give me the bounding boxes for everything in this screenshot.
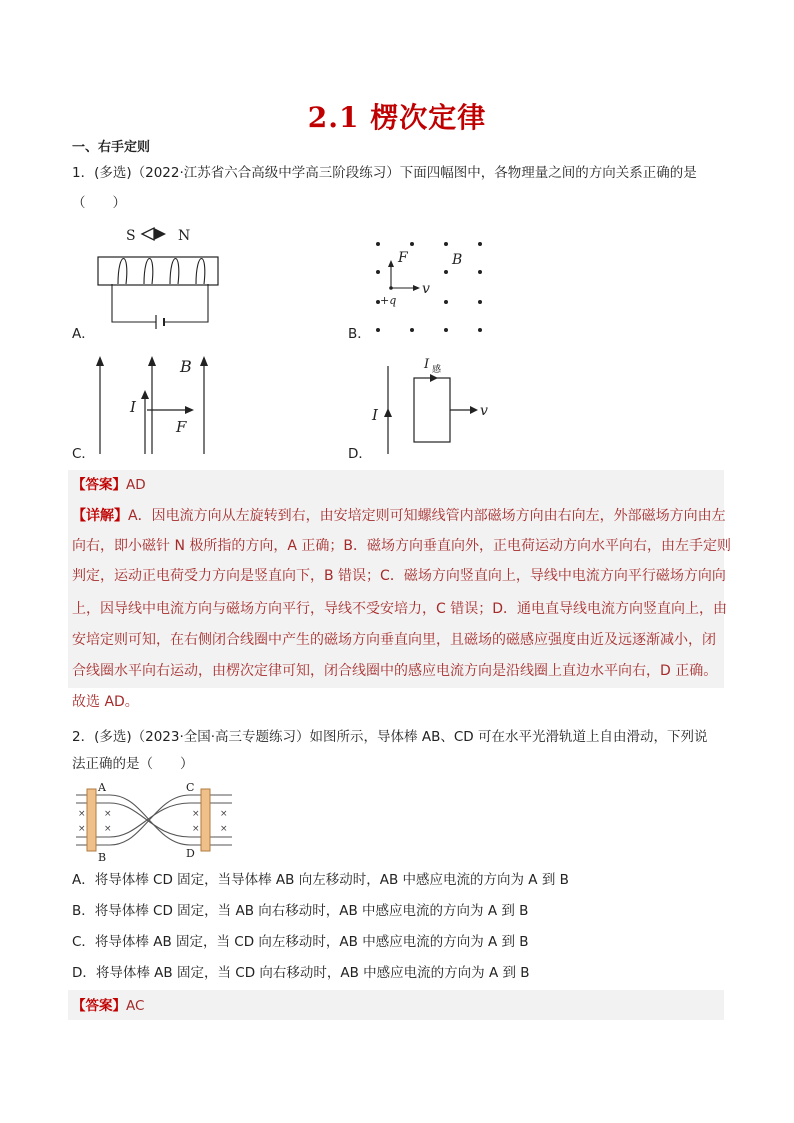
section-heading: 一、右手定则 xyxy=(72,140,151,155)
q1-explain-tag: 【详解】 xyxy=(72,508,128,524)
svg-text:×: × xyxy=(78,809,86,819)
figure-b-f-label: F xyxy=(398,250,408,266)
q2-label-b: B xyxy=(98,851,107,864)
force-arrowhead-c xyxy=(185,406,194,414)
figure-b-v-label: v xyxy=(422,281,430,297)
figure-c-i-label: I xyxy=(130,398,136,416)
svg-text:×: × xyxy=(220,824,228,834)
q2-answer-box xyxy=(68,990,724,1020)
svg-text:×: × xyxy=(192,809,200,819)
field-line-1-arrowhead xyxy=(96,356,104,366)
svg-text:×: × xyxy=(104,824,112,834)
figure-d-induced-sub: 感 xyxy=(432,365,442,375)
q2-option-d: D．将导体棒 AB 固定，当 CD 向右移动时，AB 中感应电流的方向为 A 到 B xyxy=(72,965,530,981)
figure-a-s-label: S xyxy=(126,228,136,244)
compass-needle-s xyxy=(142,228,154,240)
q1-explain-line-4: 上，因导线中电流方向与磁场方向平行，导线不受安培力，C 错误；D．通电直导线电流方向竖直向上，由 xyxy=(72,601,728,617)
svg-text:×: × xyxy=(104,809,112,819)
q1-explain-text-1: A．因电流方向从左旋转到右，由安培定则可知螺线管内部磁场方向由右向左，外部磁场方向由左 xyxy=(128,508,726,524)
q1-option-a-label: A． xyxy=(72,326,95,342)
q1-explain-line-3: 判定，运动正电荷受力方向是竖直向下，B 错误；C．磁场方向竖直向上，导线中电流方向平行磁场方向向 xyxy=(72,568,726,584)
q2-label-c: C xyxy=(186,781,195,794)
circuit-wire xyxy=(112,284,208,322)
field-line-2-arrowhead xyxy=(148,356,156,366)
svg-text:×: × xyxy=(192,824,200,834)
q1-explain-line-6: 合线圈水平向右运动，由楞次定律可知，闭合线圈中的感应电流方向是沿线圈上直边水平向右，D 正确。 xyxy=(72,663,718,679)
current-arrowhead xyxy=(141,390,149,399)
figure-a-solenoid xyxy=(96,220,226,330)
figure-d-induced-i-label: I xyxy=(424,357,430,372)
q1-explain-line-5: 安培定则可知，在右侧闭合线圈中产生的磁场方向垂直向里，且磁场的磁感应强度由近及远逐渐减小，闭 xyxy=(72,632,716,648)
figure-a-n-label: N xyxy=(178,228,191,244)
svg-text:×: × xyxy=(220,809,228,819)
q1-option-b-label: B． xyxy=(348,326,371,342)
figure-c-f-label: F xyxy=(176,418,187,436)
velocity-arrowhead xyxy=(413,285,420,291)
figure-c-b-label: B xyxy=(180,357,192,376)
closed-loop xyxy=(414,378,450,442)
question-2-stem-line-1: 2．(多选)（2023·全国·高三专题练习）如图所示，导体棒 AB、CD 可在水平光滑轨道上自由滑动，下列说 xyxy=(72,729,708,745)
q1-explain-line-2: 向右，即小磁针 N 极所指的方向，A 正确；B．磁场方向垂直向外，正电荷运动方向水平向右，由左手定则 xyxy=(72,538,732,554)
figure-d-i-label: I xyxy=(372,406,378,424)
question-2-stem-line-2: 法正确的是（ ） xyxy=(72,756,194,772)
force-arrowhead xyxy=(388,260,394,267)
q2-answer-tag: 【答案】 xyxy=(72,998,126,1014)
figure-b-magnetic-field xyxy=(370,236,490,336)
figure-d-v-label: v xyxy=(480,403,488,419)
solenoid-coils xyxy=(118,259,205,285)
q1-explain-line-1 xyxy=(72,506,726,526)
q1-answer-line xyxy=(72,475,146,495)
q2-answer-line xyxy=(72,996,144,1016)
figure-q2-crossed-rails xyxy=(74,783,234,865)
question-1-paren: （ ） xyxy=(72,195,126,211)
svg-text:×: × xyxy=(78,824,86,834)
rod-cd xyxy=(201,789,210,851)
q1-answer-value: AD xyxy=(126,477,146,493)
q2-option-c: C．将导体棒 AB 固定，当 CD 向左移动时，AB 中感应电流的方向为 A 到 B xyxy=(72,934,529,950)
q1-explain-line-7: 故选 AD。 xyxy=(72,694,139,710)
rod-ab xyxy=(87,789,96,851)
q1-option-d-label: D． xyxy=(348,446,372,462)
q1-answer-tag: 【答案】 xyxy=(72,477,126,493)
field-line-3-arrowhead xyxy=(200,356,208,366)
page-title: 2.1 楞次定律 xyxy=(307,101,487,134)
q2-option-b: B．将导体棒 CD 固定，当 AB 向右移动时，AB 中感应电流的方向为 A 到 B xyxy=(72,903,529,919)
q2-label-d: D xyxy=(186,847,195,860)
figure-b-q-label: +q xyxy=(380,294,397,307)
loop-current-arrowhead xyxy=(430,374,438,382)
compass-needle-n xyxy=(154,228,166,240)
q2-option-a: A．将导体棒 CD 固定，当导体棒 AB 向左移动时，AB 中感应电流的方向为 A 到 B xyxy=(72,872,569,888)
q2-label-a: A xyxy=(98,781,106,794)
q2-answer-value: AC xyxy=(126,998,145,1014)
solenoid-core xyxy=(98,257,218,285)
figure-d-wire-loop xyxy=(368,352,498,457)
question-1-stem: 1．(多选)（2022·江苏省六合高级中学高三阶段练习）下面四幅图中，各物理量之间的方向关系正确的是 xyxy=(72,165,697,181)
figure-c-parallel-field xyxy=(92,352,222,457)
figure-b-b-label: B xyxy=(452,252,463,268)
loop-velocity-arrowhead xyxy=(470,406,478,414)
q1-option-c-label: C． xyxy=(72,446,95,462)
wire-current-arrowhead xyxy=(384,408,392,417)
